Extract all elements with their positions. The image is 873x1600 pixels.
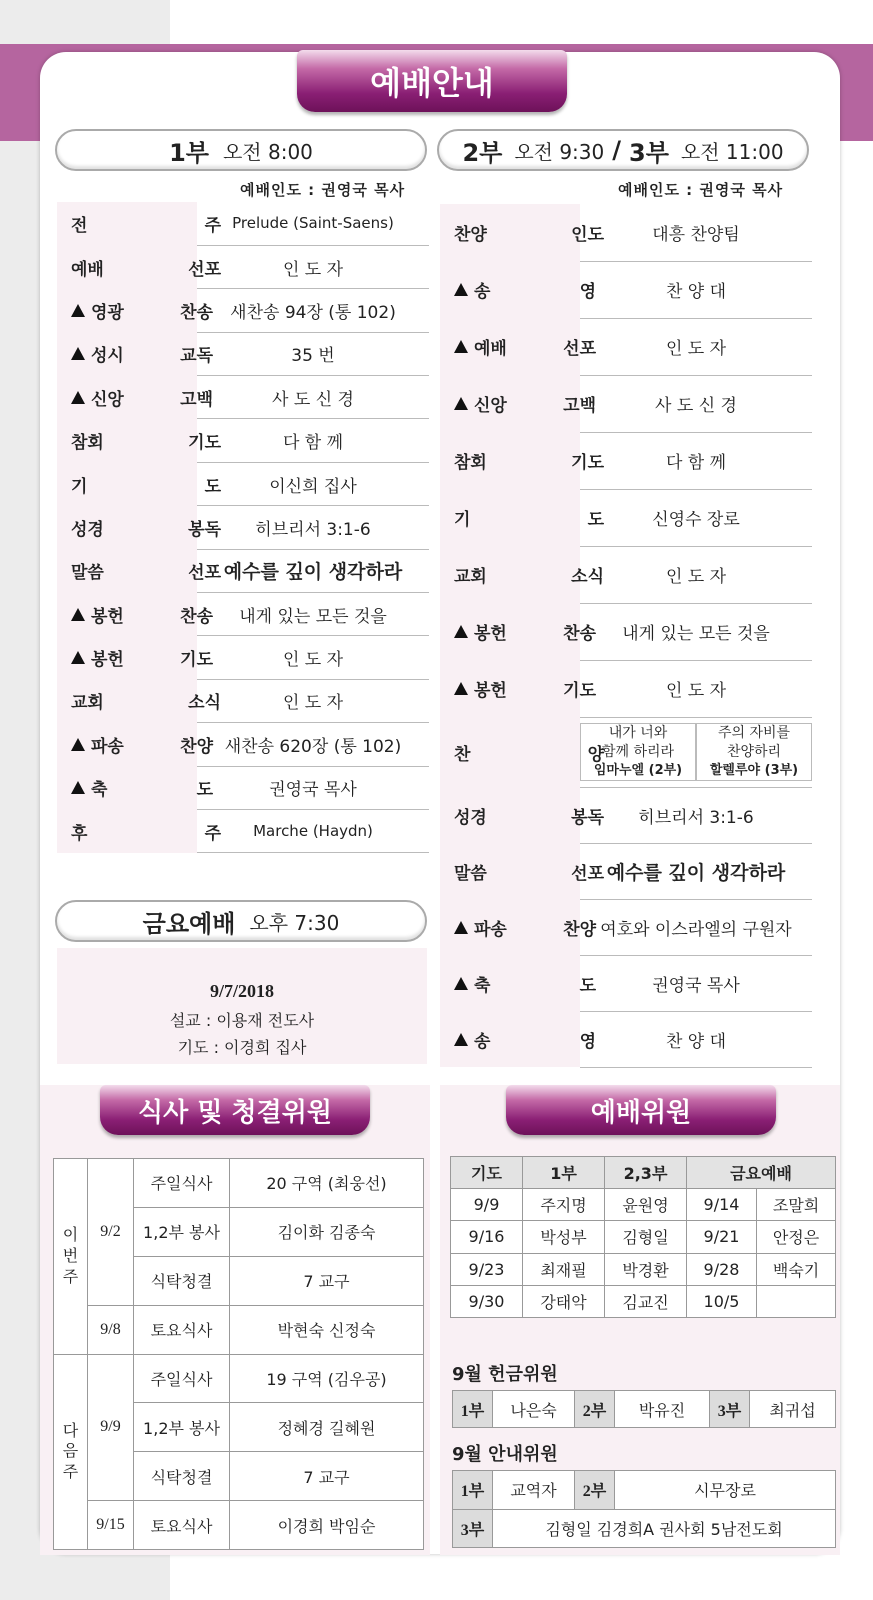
usher-part3: 3부 (453, 1509, 493, 1548)
service1-header (55, 129, 427, 171)
order-label-cell (57, 419, 221, 462)
worship-header: 2,3부 (605, 1157, 687, 1189)
order-label-cell (440, 318, 596, 375)
meal-row (54, 1354, 424, 1403)
hymn-cell (580, 717, 812, 787)
meal-task: 토요식사 (134, 1501, 230, 1550)
meal-row (54, 1305, 424, 1354)
friday-date: 9/7/2018 (209, 981, 274, 1001)
order-label-cell (440, 787, 604, 843)
worship-row (451, 1285, 836, 1317)
order-label-cell (440, 603, 596, 660)
order-label: 전 주 (71, 216, 221, 237)
order-label-cell (440, 204, 604, 261)
order-label-cell (57, 376, 213, 419)
friday-box (57, 948, 427, 1064)
service1-leader: 예배인도 : 권영국 목사 (240, 181, 406, 199)
meal-date: 9/9 (88, 1354, 134, 1501)
order-value: Marche (Haydn) (197, 809, 429, 852)
offering-name2: 박유진 (615, 1391, 710, 1428)
order-value: 예수를 깊이 생각하라 (197, 549, 429, 592)
order-value: 이신희 집사 (197, 462, 429, 505)
order-label: 교회 소식 (454, 567, 604, 587)
meal-assignee: 김이화 김종숙 (230, 1207, 424, 1256)
standing-triangle-icon (454, 340, 468, 353)
order-label: 파송 찬양 (474, 919, 596, 940)
order-value: 찬 양 대 (580, 1011, 812, 1067)
order-label-cell (57, 636, 213, 679)
order-label: 봉헌 찬송 (91, 606, 213, 627)
worship-header-row (451, 1157, 836, 1189)
friday-header (55, 900, 427, 942)
service1-time: 오전 8:00 (222, 139, 313, 164)
order-row (440, 603, 812, 660)
standing-triangle-icon (71, 304, 85, 317)
worship-header: 금요예배 (687, 1157, 836, 1189)
order-label-cell (440, 489, 604, 546)
order-label: 신앙 고백 (474, 396, 596, 416)
order-label-cell (57, 593, 213, 636)
order-value: 인 도 자 (580, 546, 812, 603)
worship-table (450, 1156, 836, 1318)
worship-row (451, 1221, 836, 1253)
worship-row (451, 1189, 836, 1221)
order-row (57, 549, 429, 592)
worship-cell: 강태악 (523, 1285, 605, 1317)
order-row (440, 204, 812, 261)
service2-time: 오전 9:30 (514, 139, 605, 164)
order-label: 영광 찬송 (91, 302, 213, 323)
order-value: 인 도 자 (197, 245, 429, 288)
order-label-cell (57, 202, 221, 245)
order-row (440, 1011, 812, 1067)
order-value: 히브리서 3:1-6 (580, 787, 812, 843)
standing-triangle-icon (71, 347, 85, 360)
hymn-line: 찬양하리 (726, 744, 782, 761)
order-value: 대흥 찬양팀 (580, 204, 812, 261)
order-label-cell (57, 723, 213, 766)
order-label: 교회 소식 (71, 693, 221, 714)
hymn-line: 함께 하리라 (601, 744, 675, 761)
order-row (57, 506, 429, 549)
order-label: 후 주 (71, 823, 221, 844)
order-label: 송 영 (474, 1031, 596, 1052)
order-label: 송 영 (474, 282, 596, 302)
worship-cell: 9/16 (451, 1221, 523, 1253)
order-value: 내게 있는 모든 것을 (580, 603, 812, 660)
meal-task: 1,2부 봉사 (134, 1403, 230, 1452)
worship-cell: 윤원영 (605, 1189, 687, 1221)
worship-header: 기도 (451, 1157, 523, 1189)
order-value: 예수를 깊이 생각하라 (580, 843, 812, 899)
service1-order-table (57, 202, 429, 853)
order-label-cell (440, 432, 604, 489)
worship-cell: 9/14 (687, 1189, 757, 1221)
order-value: 사 도 신 경 (197, 376, 429, 419)
meal-task: 토요식사 (134, 1305, 230, 1354)
offering-title: 9월 헌금위원 (452, 1364, 558, 1385)
meal-assignee: 7 교구 (230, 1256, 424, 1305)
order-label: 예배 선포 (71, 259, 221, 280)
order-label-cell (57, 462, 221, 505)
meal-task: 1,2부 봉사 (134, 1207, 230, 1256)
usher-title: 9월 안내위원 (452, 1444, 558, 1465)
standing-triangle-icon (71, 738, 85, 751)
meal-assignee: 박현숙 신정숙 (230, 1305, 424, 1354)
order-row (440, 955, 812, 1011)
order-label-cell (57, 809, 221, 852)
order-label: 기 도 (454, 510, 604, 530)
standing-triangle-icon (71, 651, 85, 664)
order-value: 내게 있는 모든 것을 (197, 593, 429, 636)
standing-triangle-icon (71, 781, 85, 794)
order-label-cell (57, 245, 221, 288)
order-label: 성시 교독 (91, 346, 213, 367)
order-label-cell (57, 679, 221, 722)
meal-task: 식탁청결 (134, 1256, 230, 1305)
order-label: 신앙 고백 (91, 389, 213, 410)
worship-cell: 김교진 (605, 1285, 687, 1317)
order-label-cell (57, 506, 221, 549)
usher-table (452, 1470, 836, 1548)
meal-assignee: 이경희 박임순 (230, 1501, 424, 1550)
offering-part2: 2부 (575, 1391, 615, 1428)
hymn-line: 내가 너와 (608, 725, 668, 742)
worship-cell: 9/30 (451, 1285, 523, 1317)
offering-name3: 최귀섭 (750, 1391, 836, 1428)
worship-cell: 백숙기 (757, 1253, 836, 1285)
order-value: 히브리서 3:1-6 (197, 506, 429, 549)
order-row (57, 593, 429, 636)
order-label-cell (440, 546, 604, 603)
order-row (440, 375, 812, 432)
meal-title: 식사 및 청결위원 (100, 1085, 370, 1135)
order-label: 축 도 (474, 975, 596, 996)
order-label: 기 도 (71, 476, 221, 497)
order-row (57, 419, 429, 462)
hymn-split (580, 723, 812, 780)
order-row (440, 261, 812, 318)
order-label: 봉헌 기도 (474, 681, 596, 701)
order-value: 다 함 께 (197, 419, 429, 462)
meal-date: 9/15 (88, 1501, 134, 1550)
worship-cell: 주지명 (523, 1189, 605, 1221)
hymn-row (440, 717, 812, 787)
hymn-choice (696, 723, 812, 780)
worship-cell: 안정은 (757, 1221, 836, 1253)
meal-row (54, 1159, 424, 1208)
offering-table (452, 1390, 836, 1428)
worship-cell: 9/23 (451, 1253, 523, 1285)
service1-part: 1부 (169, 138, 209, 167)
order-label-cell (57, 549, 221, 592)
friday-prayer: 기도 : 이경희 집사 (177, 1037, 307, 1057)
order-row (440, 660, 812, 717)
meal-date: 9/8 (88, 1305, 134, 1354)
order-label-cell (440, 1011, 596, 1067)
standing-triangle-icon (71, 608, 85, 621)
order-label: 봉헌 기도 (91, 650, 213, 671)
order-row (57, 636, 429, 679)
hymn-choice (580, 723, 696, 780)
order-row (440, 546, 812, 603)
order-label-cell (440, 375, 596, 432)
worship-header: 1부 (523, 1157, 605, 1189)
order-row (440, 489, 812, 546)
worship-cell: 박성부 (523, 1221, 605, 1253)
standing-triangle-icon (454, 682, 468, 695)
order-value: 새찬송 620장 (통 102) (197, 723, 429, 766)
order-row (57, 202, 429, 245)
meal-task: 주일식사 (134, 1159, 230, 1208)
order-label: 참회 기도 (454, 453, 604, 473)
worship-cell: 9/9 (451, 1189, 523, 1221)
order-value: 인 도 자 (580, 318, 812, 375)
order-label-cell (440, 899, 596, 955)
order-row (57, 766, 429, 809)
order-row (440, 318, 812, 375)
meal-date: 9/2 (88, 1159, 134, 1306)
order-row (57, 245, 429, 288)
order-row (57, 723, 429, 766)
worship-cell: 9/28 (687, 1253, 757, 1285)
meal-assignee: 7 교구 (230, 1452, 424, 1501)
offering-part1: 1부 (453, 1391, 493, 1428)
meal-assignee: 정혜경 길혜원 (230, 1403, 424, 1452)
order-row (57, 289, 429, 332)
order-value: 인 도 자 (197, 679, 429, 722)
order-label: 찬 양 (454, 744, 604, 765)
order-row (440, 899, 812, 955)
worship-cell: 조말희 (757, 1189, 836, 1221)
standing-triangle-icon (454, 625, 468, 638)
page-title: 예배안내 (297, 50, 567, 112)
friday-preacher: 설교 : 이용재 전도사 (169, 1010, 315, 1030)
worship-cell: 9/21 (687, 1221, 757, 1253)
usher-name1: 교역자 (493, 1471, 575, 1510)
order-label-cell (440, 660, 596, 717)
order-label: 축 도 (91, 780, 213, 801)
worship-cell: 10/5 (687, 1285, 757, 1317)
order-label: 봉헌 찬송 (474, 624, 596, 644)
friday-title: 금요예배 (142, 909, 236, 938)
usher-name2: 시무장로 (615, 1471, 836, 1510)
order-label-cell (440, 843, 604, 899)
order-row (57, 679, 429, 722)
order-value: 신영수 장로 (580, 489, 812, 546)
order-value: 사 도 신 경 (580, 375, 812, 432)
standing-triangle-icon (454, 977, 468, 990)
service23-header (437, 129, 809, 171)
meal-assignee: 20 구역 (최웅선) (230, 1159, 424, 1208)
usher-name3: 김형일 김경희A 권사회 5남전도회 (493, 1509, 836, 1548)
service3-time: 오전 11:00 (680, 139, 784, 164)
order-label-cell (57, 289, 213, 332)
week-label: 이 번 주 (54, 1159, 88, 1355)
worship-row (451, 1253, 836, 1285)
usher-part2: 2부 (575, 1471, 615, 1510)
order-label-cell (440, 955, 596, 1011)
worship-title: 예배위원 (506, 1085, 776, 1135)
order-label-cell (57, 332, 213, 375)
standing-triangle-icon (454, 921, 468, 934)
hymn-line: 임마누엘 (2부) (593, 763, 683, 779)
order-label-cell (440, 261, 596, 318)
week-label: 다 음 주 (54, 1354, 88, 1550)
order-row (440, 787, 812, 843)
meal-row (54, 1501, 424, 1550)
order-value: 권영국 목사 (580, 955, 812, 1011)
order-label: 참회 기도 (71, 433, 221, 454)
order-label-cell (440, 717, 604, 787)
order-row (57, 809, 429, 852)
order-value: 35 번 (197, 332, 429, 375)
order-label: 예배 선포 (474, 339, 596, 359)
order-value: 새찬송 94장 (통 102) (197, 289, 429, 332)
hymn-line: 주의 자비를 (717, 725, 791, 742)
order-row (440, 432, 812, 489)
service-separator: / (612, 136, 622, 164)
order-value: 여호와 이스라엘의 구원자 (580, 899, 812, 955)
meal-task: 주일식사 (134, 1354, 230, 1403)
order-row (57, 462, 429, 505)
order-value: 인 도 자 (580, 660, 812, 717)
standing-triangle-icon (454, 283, 468, 296)
order-value: Prelude (Saint-Saens) (197, 202, 429, 245)
standing-triangle-icon (71, 391, 85, 404)
offering-name1: 나은숙 (493, 1391, 575, 1428)
worship-cell (757, 1285, 836, 1317)
hymn-line: 할렐루야 (3부) (709, 763, 799, 779)
order-row (57, 332, 429, 375)
order-value: 다 함 께 (580, 432, 812, 489)
order-label: 파송 찬양 (91, 736, 213, 757)
order-value: 찬 양 대 (580, 261, 812, 318)
worship-cell: 박경환 (605, 1253, 687, 1285)
standing-triangle-icon (454, 1033, 468, 1046)
service3-part: 3부 (629, 138, 669, 167)
order-row (440, 843, 812, 899)
offering-part3: 3부 (710, 1391, 750, 1428)
friday-time: 오후 7:30 (249, 910, 340, 935)
standing-triangle-icon (454, 397, 468, 410)
order-label: 말씀 선포 (71, 563, 221, 584)
meal-table (53, 1158, 424, 1550)
order-row (57, 376, 429, 419)
worship-cell: 김형일 (605, 1221, 687, 1253)
order-value: 인 도 자 (197, 636, 429, 679)
meal-assignee: 19 구역 (김우공) (230, 1354, 424, 1403)
worship-cell: 최재필 (523, 1253, 605, 1285)
order-label: 찬양 인도 (454, 225, 604, 245)
order-label: 성경 봉독 (454, 807, 604, 828)
order-label: 말씀 선포 (454, 863, 604, 884)
order-label: 성경 봉독 (71, 519, 221, 540)
order-label-cell (57, 766, 213, 809)
service23-leader: 예배인도 : 권영국 목사 (618, 181, 784, 199)
meal-task: 식탁청결 (134, 1452, 230, 1501)
service2-part: 2부 (462, 138, 503, 167)
order-value: 권영국 목사 (197, 766, 429, 809)
usher-part1: 1부 (453, 1471, 493, 1510)
service23-order-table (440, 204, 812, 1068)
